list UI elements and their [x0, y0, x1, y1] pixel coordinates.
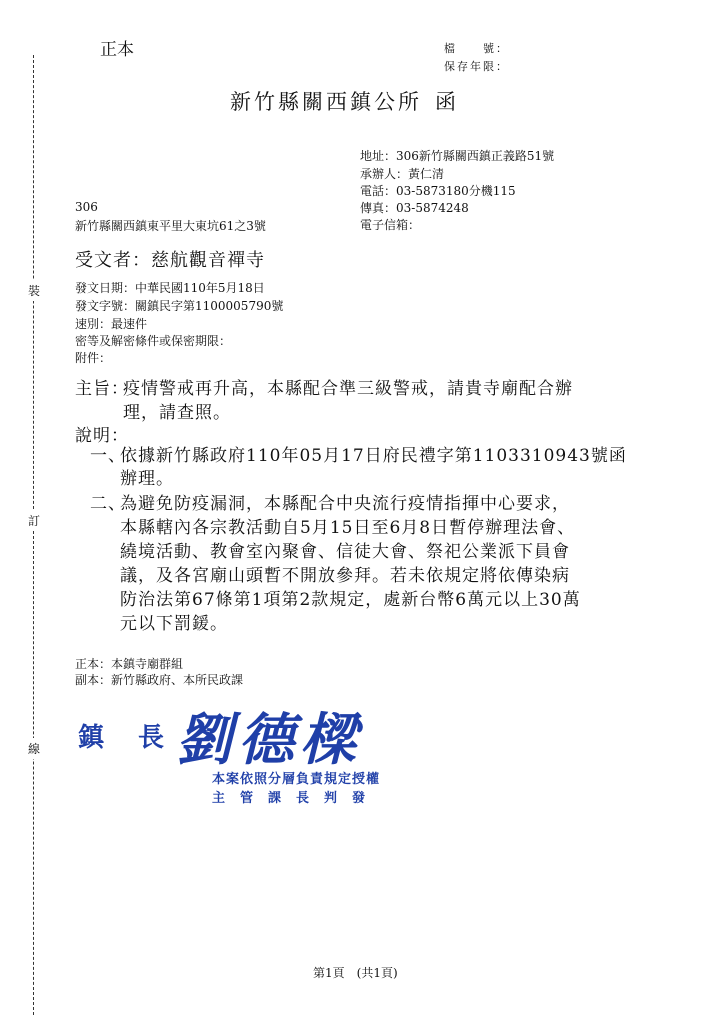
agency-title: 新竹縣關西鎮公所: [230, 90, 422, 114]
explanation-item-2-line-4: 議，及各宮廟山頭暫不開放參拜。若未依規定將依傳染病: [120, 566, 570, 586]
subject-label: 主旨：: [75, 379, 129, 399]
issue-date: 發文日期：中華民國110年5月18日: [75, 281, 265, 295]
sender-contact: 承辦人：黃仁清: [360, 167, 445, 181]
retention-label: 保存年限：: [444, 60, 509, 73]
binding-mark-zhuang: 裝: [28, 280, 40, 301]
distribution-original: 正本：本鎮寺廟群組: [75, 657, 184, 671]
explanation-item-1-number: 一、: [90, 446, 126, 466]
document-number: 發文字號：關鎮民字第1100005790號: [75, 299, 284, 313]
explanation-item-2-line-5: 防治法第67條第1項第2款規定，處新台幣6萬元以上30萬: [120, 590, 581, 610]
explanation-item-2-line-6: 元以下罰鍰。: [120, 614, 228, 634]
authorization-note-1: 本案依照分層負責規定授權: [212, 772, 381, 787]
mayor-signature-name: 劉德樑: [176, 707, 362, 773]
classification: 密等及解密條件或保密期限：: [75, 334, 232, 348]
attachment: 附件：: [75, 351, 112, 365]
authorization-note-2: 主 管 課 長 判 發: [212, 791, 367, 806]
subject-line-2: 理，請查照。: [123, 403, 231, 423]
explanation-item-2-line-2: 本縣轄內各宗教活動自5月15日至6月8日暫停辦理法會、: [120, 518, 576, 538]
binding-line: [33, 55, 34, 1015]
sender-phone: 電話：03-5873180分機115: [360, 184, 516, 198]
page-number: 第1頁 (共1頁): [313, 966, 398, 980]
delivery-speed: 速別：最速件: [75, 317, 148, 331]
recipient-name: 受文者：慈航觀音禪寺: [75, 250, 265, 271]
explanation-item-1-line-1: 依據新竹縣政府110年05月17日府民禮字第1103310943號函: [120, 446, 627, 466]
copy-type-label: 正本: [100, 40, 134, 60]
binding-mark-ding: 訂: [28, 510, 40, 531]
sender-email: 電子信箱：: [360, 218, 421, 232]
explanation-item-1-line-2: 辦理。: [120, 469, 174, 489]
explanation-item-2-number: 二、: [90, 494, 126, 514]
explanation-item-2-line-3: 繞境活動、教會室內聚會、信徒大會、祭祀公業派下員會: [120, 542, 570, 562]
file-number-label: 檔 號：: [444, 42, 509, 55]
sender-address: 地址：306新竹縣關西鎮正義路51號: [360, 149, 555, 163]
distribution-copy: 副本：新竹縣政府、本所民政課: [75, 673, 244, 687]
explanation-item-2-line-1: 為避免防疫漏洞，本縣配合中央流行疫情指揮中心要求，: [120, 494, 570, 514]
explanation-label: 說明：: [75, 426, 129, 446]
subject-line-1: 疫情警戒再升高，本縣配合準三級警戒，請貴寺廟配合辦: [123, 379, 573, 399]
sender-fax: 傳真：03-5874248: [360, 201, 469, 215]
recipient-postal-code: 306: [75, 200, 98, 214]
binding-mark-xian: 線: [28, 738, 40, 759]
mayor-title: 鎮 長: [78, 723, 169, 753]
recipient-address: 新竹縣關西鎮東平里大東坑61之3號: [75, 219, 266, 233]
document-type: 函: [435, 90, 456, 114]
